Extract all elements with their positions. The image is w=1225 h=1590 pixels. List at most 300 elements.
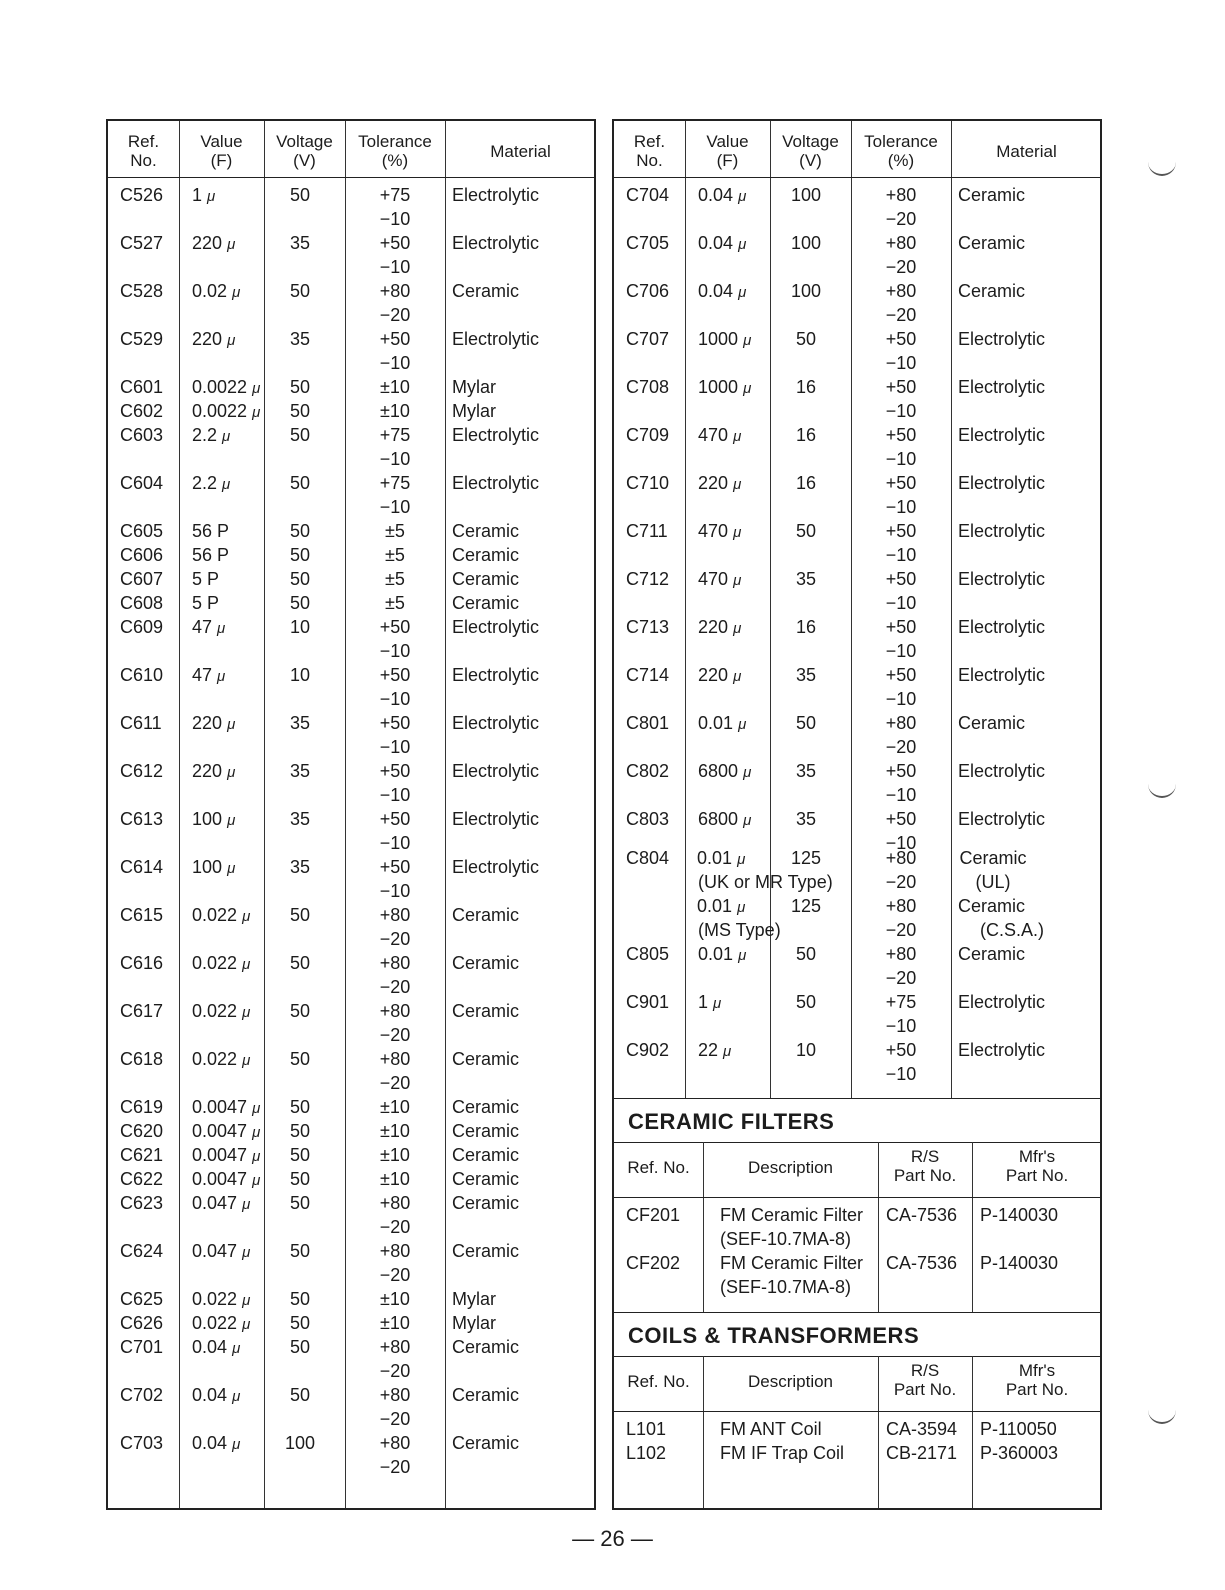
table-row bbox=[108, 591, 594, 615]
coil-header-desc: Description bbox=[747, 1372, 834, 1391]
header-ref: Ref. No. bbox=[633, 132, 666, 170]
description-cell: FM Ceramic Filter (SEF-10.7MA-8) bbox=[720, 1205, 863, 1249]
tolerance-cell: +50 −10 bbox=[885, 377, 917, 421]
ref-cell: C801 bbox=[626, 713, 670, 733]
value-cell: 0.022 μ bbox=[192, 1289, 251, 1309]
table-row bbox=[108, 1311, 594, 1335]
tolerance-cell: +80 −20 bbox=[379, 953, 411, 997]
material-cell: Ceramic bbox=[452, 905, 520, 925]
value-cell: 470 μ bbox=[698, 425, 742, 445]
tolerance-cell: ±10 bbox=[380, 377, 410, 397]
material-cell: Ceramic bbox=[452, 1385, 520, 1405]
table-row bbox=[108, 951, 594, 999]
tolerance-cell: +50 −10 bbox=[885, 425, 917, 469]
value-cell: 0.02 μ bbox=[192, 281, 241, 301]
tolerance-cell: +80 −20 bbox=[379, 1001, 411, 1045]
voltage-cell: 50 bbox=[289, 569, 311, 589]
value-cell: 220 μ bbox=[192, 233, 236, 253]
material-cell: Electrolytic bbox=[958, 569, 1046, 589]
value-cell: 2.2 μ bbox=[192, 425, 231, 445]
material-cell: Ceramic bbox=[958, 233, 1026, 253]
material-cell: Electrolytic bbox=[958, 665, 1046, 685]
value-cell: 0.0022 μ bbox=[192, 377, 261, 397]
ref-cell: C615 bbox=[120, 905, 164, 925]
material-cell: Ceramic bbox=[452, 1049, 520, 1069]
voltage-cell: 16 bbox=[795, 617, 817, 637]
ref-cell: C803 bbox=[626, 809, 670, 829]
mfr-part-cell: P-140030 bbox=[980, 1253, 1059, 1273]
table-row bbox=[108, 999, 594, 1047]
voltage-cell: 50 bbox=[289, 1169, 311, 1189]
table-row bbox=[614, 279, 1100, 327]
voltage-cell: 50 bbox=[289, 401, 311, 421]
tolerance-cell: +80 −20 bbox=[379, 1049, 411, 1093]
voltage-cell: 50 bbox=[795, 713, 817, 733]
tolerance-cell: +80 −20 bbox=[379, 1337, 411, 1381]
table-row bbox=[108, 855, 594, 903]
material-cell: Ceramic bbox=[452, 521, 520, 541]
description-cell: FM IF Trap Coil bbox=[720, 1443, 845, 1463]
table-row bbox=[108, 711, 594, 759]
material-cell: Ceramic bbox=[958, 713, 1026, 733]
value-cell: 0.04 μ bbox=[698, 233, 747, 253]
tolerance-cell: +50 −10 bbox=[885, 761, 917, 805]
voltage-cell: 50 bbox=[289, 1241, 311, 1261]
material-cell: Ceramic bbox=[452, 1433, 520, 1453]
value-cell: 220 μ bbox=[698, 473, 742, 493]
value-cell: 0.04 μ bbox=[698, 185, 747, 205]
voltage-cell: 50 bbox=[289, 1385, 311, 1405]
material-cell: Ceramic bbox=[452, 1169, 520, 1189]
table-row bbox=[108, 1431, 594, 1479]
ref-cell: C610 bbox=[120, 665, 164, 685]
tolerance-cell: ±5 bbox=[385, 593, 405, 613]
voltage-cell: 50 bbox=[289, 1001, 311, 1021]
material-cell: Electrolytic bbox=[958, 617, 1046, 637]
value-cell: 1 μ bbox=[698, 992, 722, 1012]
tolerance-cell: +80 −20 bbox=[379, 1193, 411, 1237]
material-cell: Mylar bbox=[452, 1289, 496, 1309]
table-row bbox=[614, 663, 1100, 711]
voltage-cell: 35 bbox=[289, 329, 311, 349]
table-row bbox=[614, 615, 1100, 663]
table-row bbox=[108, 231, 594, 279]
table-row bbox=[614, 759, 1100, 807]
material-cell: Electrolytic bbox=[452, 809, 540, 829]
ref-cell: C625 bbox=[120, 1289, 164, 1309]
value-cell: 220 μ bbox=[192, 761, 236, 781]
value-cell: 0.047 μ bbox=[192, 1193, 251, 1213]
value-cell: 0.047 μ bbox=[192, 1241, 251, 1261]
table-row bbox=[614, 375, 1100, 423]
value-cell: 0.01 μ bbox=[698, 944, 747, 964]
value-cell: 56 P bbox=[192, 545, 230, 565]
material-cell: Ceramic bbox=[452, 281, 520, 301]
header-tolerance: Tolerance (%) bbox=[358, 132, 432, 170]
cf-header-mfr: Mfr's Part No. bbox=[1005, 1147, 1069, 1185]
material-cell: Ceramic bbox=[452, 1193, 520, 1213]
tolerance-cell: +50 −10 bbox=[885, 521, 917, 565]
voltage-cell: 50 bbox=[289, 953, 311, 973]
ref-cell: C604 bbox=[120, 473, 164, 493]
header-value: Value (F) bbox=[200, 132, 243, 170]
description-cell: FM Ceramic Filter (SEF-10.7MA-8) bbox=[720, 1253, 863, 1297]
ref-cell: C704 bbox=[626, 185, 670, 205]
table-row bbox=[108, 807, 594, 855]
voltage-cell: 16 bbox=[795, 425, 817, 445]
tolerance-cell: ±5 bbox=[385, 521, 405, 541]
ref-cell: C712 bbox=[626, 569, 670, 589]
ceramic-filters-title: CERAMIC FILTERS bbox=[628, 1109, 835, 1134]
table-row bbox=[108, 615, 594, 663]
material-cell: Electrolytic bbox=[452, 473, 540, 493]
value-cell: 1000 μ bbox=[698, 329, 752, 349]
material-cell: Electrolytic bbox=[452, 185, 540, 205]
coil-header-rs: R/S Part No. bbox=[893, 1361, 957, 1399]
header-voltage: Voltage (V) bbox=[276, 132, 333, 170]
tolerance-cell: ±10 bbox=[380, 1097, 410, 1117]
ref-cell: C709 bbox=[626, 425, 670, 445]
material-cell: Ceramic bbox=[452, 1097, 520, 1117]
table-row bbox=[108, 1383, 594, 1431]
cf-header-ref: Ref. No. bbox=[627, 1158, 690, 1177]
voltage-cell: 16 bbox=[795, 377, 817, 397]
table-row bbox=[108, 1335, 594, 1383]
header-value: Value (F) bbox=[706, 132, 749, 170]
tolerance-cell: +50 −10 bbox=[379, 809, 411, 853]
table-row bbox=[108, 183, 594, 231]
margin-mark bbox=[1148, 160, 1176, 176]
value-cell: 0.0047 μ bbox=[192, 1097, 261, 1117]
ref-cell: C714 bbox=[626, 665, 670, 685]
tolerance-cell: +50 −10 bbox=[885, 665, 917, 709]
material-cell: Electrolytic bbox=[958, 473, 1046, 493]
material-cell: Electrolytic bbox=[958, 809, 1046, 829]
rs-part-cell: CA-7536 bbox=[886, 1205, 958, 1225]
voltage-cell: 50 bbox=[795, 329, 817, 349]
value-cell: 0.022 μ bbox=[192, 1313, 251, 1333]
tolerance-cell: +50 −10 bbox=[379, 329, 411, 373]
table-row bbox=[108, 1119, 594, 1143]
tolerance-cell: +75 −10 bbox=[379, 185, 411, 229]
voltage-cell: 50 bbox=[795, 521, 817, 541]
table-row bbox=[108, 399, 594, 423]
table-row bbox=[108, 375, 594, 399]
table-row-c804: C804 0.01 μ 125 (UK or MR Type) +80 −20 Ceramic (UL) 0.01 μ 125 (MS Type) +80 −20 Ceramic (C.S.A.) bbox=[626, 848, 1045, 940]
ref-cell: C621 bbox=[120, 1145, 164, 1165]
table-row bbox=[108, 1239, 594, 1287]
table-row bbox=[614, 711, 1100, 759]
ref-cell: C708 bbox=[626, 377, 670, 397]
ref-cell: C606 bbox=[120, 545, 164, 565]
value-cell: 0.0047 μ bbox=[192, 1145, 261, 1165]
voltage-cell: 50 bbox=[289, 425, 311, 445]
tolerance-cell: +50 −10 bbox=[885, 1040, 917, 1084]
tolerance-cell: +75 −10 bbox=[379, 425, 411, 469]
value-cell: 0.022 μ bbox=[192, 953, 251, 973]
value-cell: 0.022 μ bbox=[192, 1001, 251, 1021]
table-row bbox=[614, 327, 1100, 375]
tolerance-cell: +50 −10 bbox=[379, 665, 411, 709]
voltage-cell: 50 bbox=[289, 185, 311, 205]
material-cell: Ceramic bbox=[452, 1241, 520, 1261]
material-cell: Electrolytic bbox=[958, 521, 1046, 541]
value-cell: 0.0047 μ bbox=[192, 1121, 261, 1141]
material-cell: Electrolytic bbox=[958, 425, 1046, 445]
table-row bbox=[108, 567, 594, 591]
voltage-cell: 50 bbox=[289, 1145, 311, 1165]
table-row bbox=[108, 1143, 594, 1167]
material-cell: Ceramic bbox=[958, 944, 1026, 964]
table-row bbox=[108, 1095, 594, 1119]
material-cell: Ceramic bbox=[958, 185, 1026, 205]
material-cell: Ceramic bbox=[452, 569, 520, 589]
value-cell: 0.01 μ bbox=[698, 713, 747, 733]
ref-cell: C601 bbox=[120, 377, 164, 397]
voltage-cell: 50 bbox=[289, 281, 311, 301]
material-cell: Electrolytic bbox=[958, 377, 1046, 397]
table-row bbox=[108, 1167, 594, 1191]
ref-cell: C902 bbox=[626, 1040, 670, 1060]
voltage-cell: 50 bbox=[289, 1337, 311, 1357]
ref-cell: C618 bbox=[120, 1049, 164, 1069]
margin-mark bbox=[1148, 782, 1176, 798]
voltage-cell: 100 bbox=[790, 185, 822, 205]
tolerance-cell: +80 −20 bbox=[379, 281, 411, 325]
ref-cell: L101 bbox=[626, 1419, 667, 1439]
table-row bbox=[108, 903, 594, 951]
voltage-cell: 35 bbox=[289, 809, 311, 829]
voltage-cell: 50 bbox=[289, 377, 311, 397]
tolerance-cell: +75 −10 bbox=[885, 992, 917, 1036]
material-cell: Electrolytic bbox=[452, 233, 540, 253]
ref-cell: C701 bbox=[120, 1337, 164, 1357]
tolerance-cell: ±5 bbox=[385, 569, 405, 589]
material-cell: Electrolytic bbox=[958, 329, 1046, 349]
ref-cell: CF201 bbox=[626, 1205, 681, 1225]
material-cell: Ceramic bbox=[452, 593, 520, 613]
ref-cell: C605 bbox=[120, 521, 164, 541]
cf-header-desc: Description bbox=[747, 1158, 834, 1177]
tolerance-cell: +50 −10 bbox=[379, 857, 411, 901]
mfr-part-cell: P-360003 bbox=[980, 1443, 1059, 1463]
material-cell: Electrolytic bbox=[452, 857, 540, 877]
rs-part-cell: CB-2171 bbox=[886, 1443, 958, 1463]
table-row bbox=[108, 1287, 594, 1311]
ref-cell: CF202 bbox=[626, 1253, 681, 1273]
material-cell: Electrolytic bbox=[958, 992, 1046, 1012]
ref-cell: C611 bbox=[120, 713, 162, 733]
voltage-cell: 100 bbox=[790, 233, 822, 253]
material-cell: Ceramic bbox=[452, 1001, 520, 1021]
ref-cell: C623 bbox=[120, 1193, 164, 1213]
material-cell: Ceramic bbox=[452, 545, 520, 565]
value-cell: 22 μ bbox=[698, 1040, 732, 1060]
voltage-cell: 35 bbox=[289, 713, 311, 733]
voltage-cell: 50 bbox=[289, 1193, 311, 1213]
tolerance-cell: +80 −20 bbox=[885, 233, 917, 277]
tolerance-cell: ±10 bbox=[380, 1289, 410, 1309]
voltage-cell: 50 bbox=[289, 1289, 311, 1309]
rs-part-cell: CA-7536 bbox=[886, 1253, 958, 1273]
tolerance-cell: +50 −10 bbox=[885, 617, 917, 661]
table-row bbox=[614, 519, 1100, 567]
tolerance-cell: +80 −20 bbox=[379, 1241, 411, 1285]
ref-cell: C710 bbox=[626, 473, 670, 493]
tolerance-cell: +50 −10 bbox=[379, 761, 411, 805]
value-cell: 5 P bbox=[192, 569, 220, 589]
header-material: Material bbox=[996, 141, 1057, 161]
tolerance-cell: +75 −10 bbox=[379, 473, 411, 517]
ref-cell: C624 bbox=[120, 1241, 164, 1261]
ref-cell: C620 bbox=[120, 1121, 164, 1141]
ref-cell: C622 bbox=[120, 1169, 164, 1189]
parts-table-right bbox=[612, 119, 1102, 1510]
table-row bbox=[108, 519, 594, 543]
description-cell: FM ANT Coil bbox=[720, 1419, 822, 1439]
value-cell: 220 μ bbox=[192, 713, 236, 733]
material-cell: Ceramic bbox=[452, 953, 520, 973]
tolerance-cell: ±10 bbox=[380, 1169, 410, 1189]
voltage-cell: 50 bbox=[289, 1313, 311, 1333]
material-cell: Mylar bbox=[452, 401, 496, 421]
ref-cell: C602 bbox=[120, 401, 164, 421]
voltage-cell: 50 bbox=[289, 1097, 311, 1117]
tolerance-cell: +50 −10 bbox=[379, 617, 411, 661]
voltage-cell: 50 bbox=[289, 521, 311, 541]
value-cell: 0.04 μ bbox=[192, 1337, 241, 1357]
material-cell: Electrolytic bbox=[452, 665, 540, 685]
cf-header-rs: R/S Part No. bbox=[893, 1147, 957, 1185]
rs-part-cell: CA-3594 bbox=[886, 1419, 958, 1439]
header-voltage: Voltage (V) bbox=[782, 132, 839, 170]
ref-cell: C617 bbox=[120, 1001, 164, 1021]
ref-cell: C609 bbox=[120, 617, 164, 637]
value-cell: 220 μ bbox=[192, 329, 236, 349]
value-cell: 220 μ bbox=[698, 617, 742, 637]
voltage-cell: 50 bbox=[289, 593, 311, 613]
tolerance-cell: ±10 bbox=[380, 1145, 410, 1165]
table-row bbox=[614, 990, 1100, 1038]
value-cell: 0.022 μ bbox=[192, 1049, 251, 1069]
tolerance-cell: +50 −10 bbox=[885, 809, 917, 853]
table-row bbox=[108, 1047, 594, 1095]
material-cell: Ceramic bbox=[958, 281, 1026, 301]
voltage-cell: 50 bbox=[289, 905, 311, 925]
ref-cell: C608 bbox=[120, 593, 164, 613]
ref-cell: C706 bbox=[626, 281, 670, 301]
tolerance-cell: +80 −20 bbox=[885, 281, 917, 325]
table-row bbox=[614, 471, 1100, 519]
material-cell: Electrolytic bbox=[452, 713, 540, 733]
ref-cell: C901 bbox=[626, 992, 670, 1012]
material-cell: Electrolytic bbox=[958, 761, 1046, 781]
voltage-cell: 35 bbox=[795, 569, 817, 589]
value-cell: 2.2 μ bbox=[192, 473, 231, 493]
voltage-cell: 35 bbox=[795, 809, 817, 829]
page-number: — 26 — bbox=[572, 1526, 653, 1551]
tolerance-cell: +50 −10 bbox=[885, 569, 917, 613]
ref-cell: C802 bbox=[626, 761, 670, 781]
tolerance-cell: +80 −20 bbox=[885, 944, 917, 988]
table-row bbox=[108, 543, 594, 567]
value-cell: 56 P bbox=[192, 521, 230, 541]
ref-cell: C528 bbox=[120, 281, 164, 301]
voltage-cell: 50 bbox=[289, 1121, 311, 1141]
ref-cell: C603 bbox=[120, 425, 164, 445]
tolerance-cell: ±10 bbox=[380, 401, 410, 421]
voltage-cell: 100 bbox=[284, 1433, 316, 1453]
table-row bbox=[614, 423, 1100, 471]
voltage-cell: 50 bbox=[795, 992, 817, 1012]
voltage-cell: 10 bbox=[289, 617, 311, 637]
table-row bbox=[108, 327, 594, 375]
tolerance-cell: ±10 bbox=[380, 1313, 410, 1333]
value-cell: 100 μ bbox=[192, 809, 236, 829]
header-tolerance: Tolerance (%) bbox=[864, 132, 938, 170]
value-cell: 5 P bbox=[192, 593, 220, 613]
value-cell: 47 μ bbox=[192, 665, 226, 685]
voltage-cell: 50 bbox=[289, 545, 311, 565]
value-cell: 1000 μ bbox=[698, 377, 752, 397]
voltage-cell: 50 bbox=[795, 944, 817, 964]
value-cell: 0.04 μ bbox=[698, 281, 747, 301]
value-cell: 6800 μ bbox=[698, 761, 752, 781]
tolerance-cell: +80 −20 bbox=[379, 905, 411, 949]
tolerance-cell: ±5 bbox=[385, 545, 405, 565]
material-cell: Electrolytic bbox=[452, 761, 540, 781]
ref-cell: C702 bbox=[120, 1385, 164, 1405]
header-material: Material bbox=[490, 141, 551, 161]
material-cell: Ceramic bbox=[452, 1337, 520, 1357]
ref-cell: C607 bbox=[120, 569, 164, 589]
ref-cell: C711 bbox=[626, 521, 668, 541]
mfr-part-cell: P-110050 bbox=[980, 1419, 1057, 1439]
ref-cell: C527 bbox=[120, 233, 164, 253]
table-row bbox=[108, 663, 594, 711]
ref-cell: C613 bbox=[120, 809, 164, 829]
material-cell: Mylar bbox=[452, 377, 496, 397]
tolerance-cell: +50 −10 bbox=[885, 329, 917, 373]
table-row bbox=[614, 1038, 1100, 1086]
table-row bbox=[108, 423, 594, 471]
table-row bbox=[614, 231, 1100, 279]
header-ref: Ref. No. bbox=[127, 132, 160, 170]
ref-cell: C805 bbox=[626, 944, 670, 964]
value-cell: 100 μ bbox=[192, 857, 236, 877]
material-cell: Electrolytic bbox=[452, 617, 540, 637]
ref-cell: C713 bbox=[626, 617, 670, 637]
coil-header-mfr: Mfr's Part No. bbox=[1005, 1361, 1069, 1399]
voltage-cell: 35 bbox=[795, 761, 817, 781]
mfr-part-cell: P-140030 bbox=[980, 1205, 1059, 1225]
material-cell: Electrolytic bbox=[452, 425, 540, 445]
voltage-cell: 50 bbox=[289, 1049, 311, 1069]
tolerance-cell: +80 −20 bbox=[885, 713, 917, 757]
table-row bbox=[108, 759, 594, 807]
voltage-cell: 35 bbox=[289, 233, 311, 253]
ref-cell: C616 bbox=[120, 953, 164, 973]
value-cell: 1 μ bbox=[192, 185, 216, 205]
voltage-cell: 35 bbox=[289, 761, 311, 781]
tolerance-cell: +80 −20 bbox=[885, 185, 917, 229]
material-cell: Electrolytic bbox=[958, 1040, 1046, 1060]
material-cell: Ceramic bbox=[452, 1145, 520, 1165]
table-row bbox=[614, 942, 1100, 990]
value-cell: 47 μ bbox=[192, 617, 226, 637]
voltage-cell: 35 bbox=[289, 857, 311, 877]
ref-cell: C707 bbox=[626, 329, 670, 349]
